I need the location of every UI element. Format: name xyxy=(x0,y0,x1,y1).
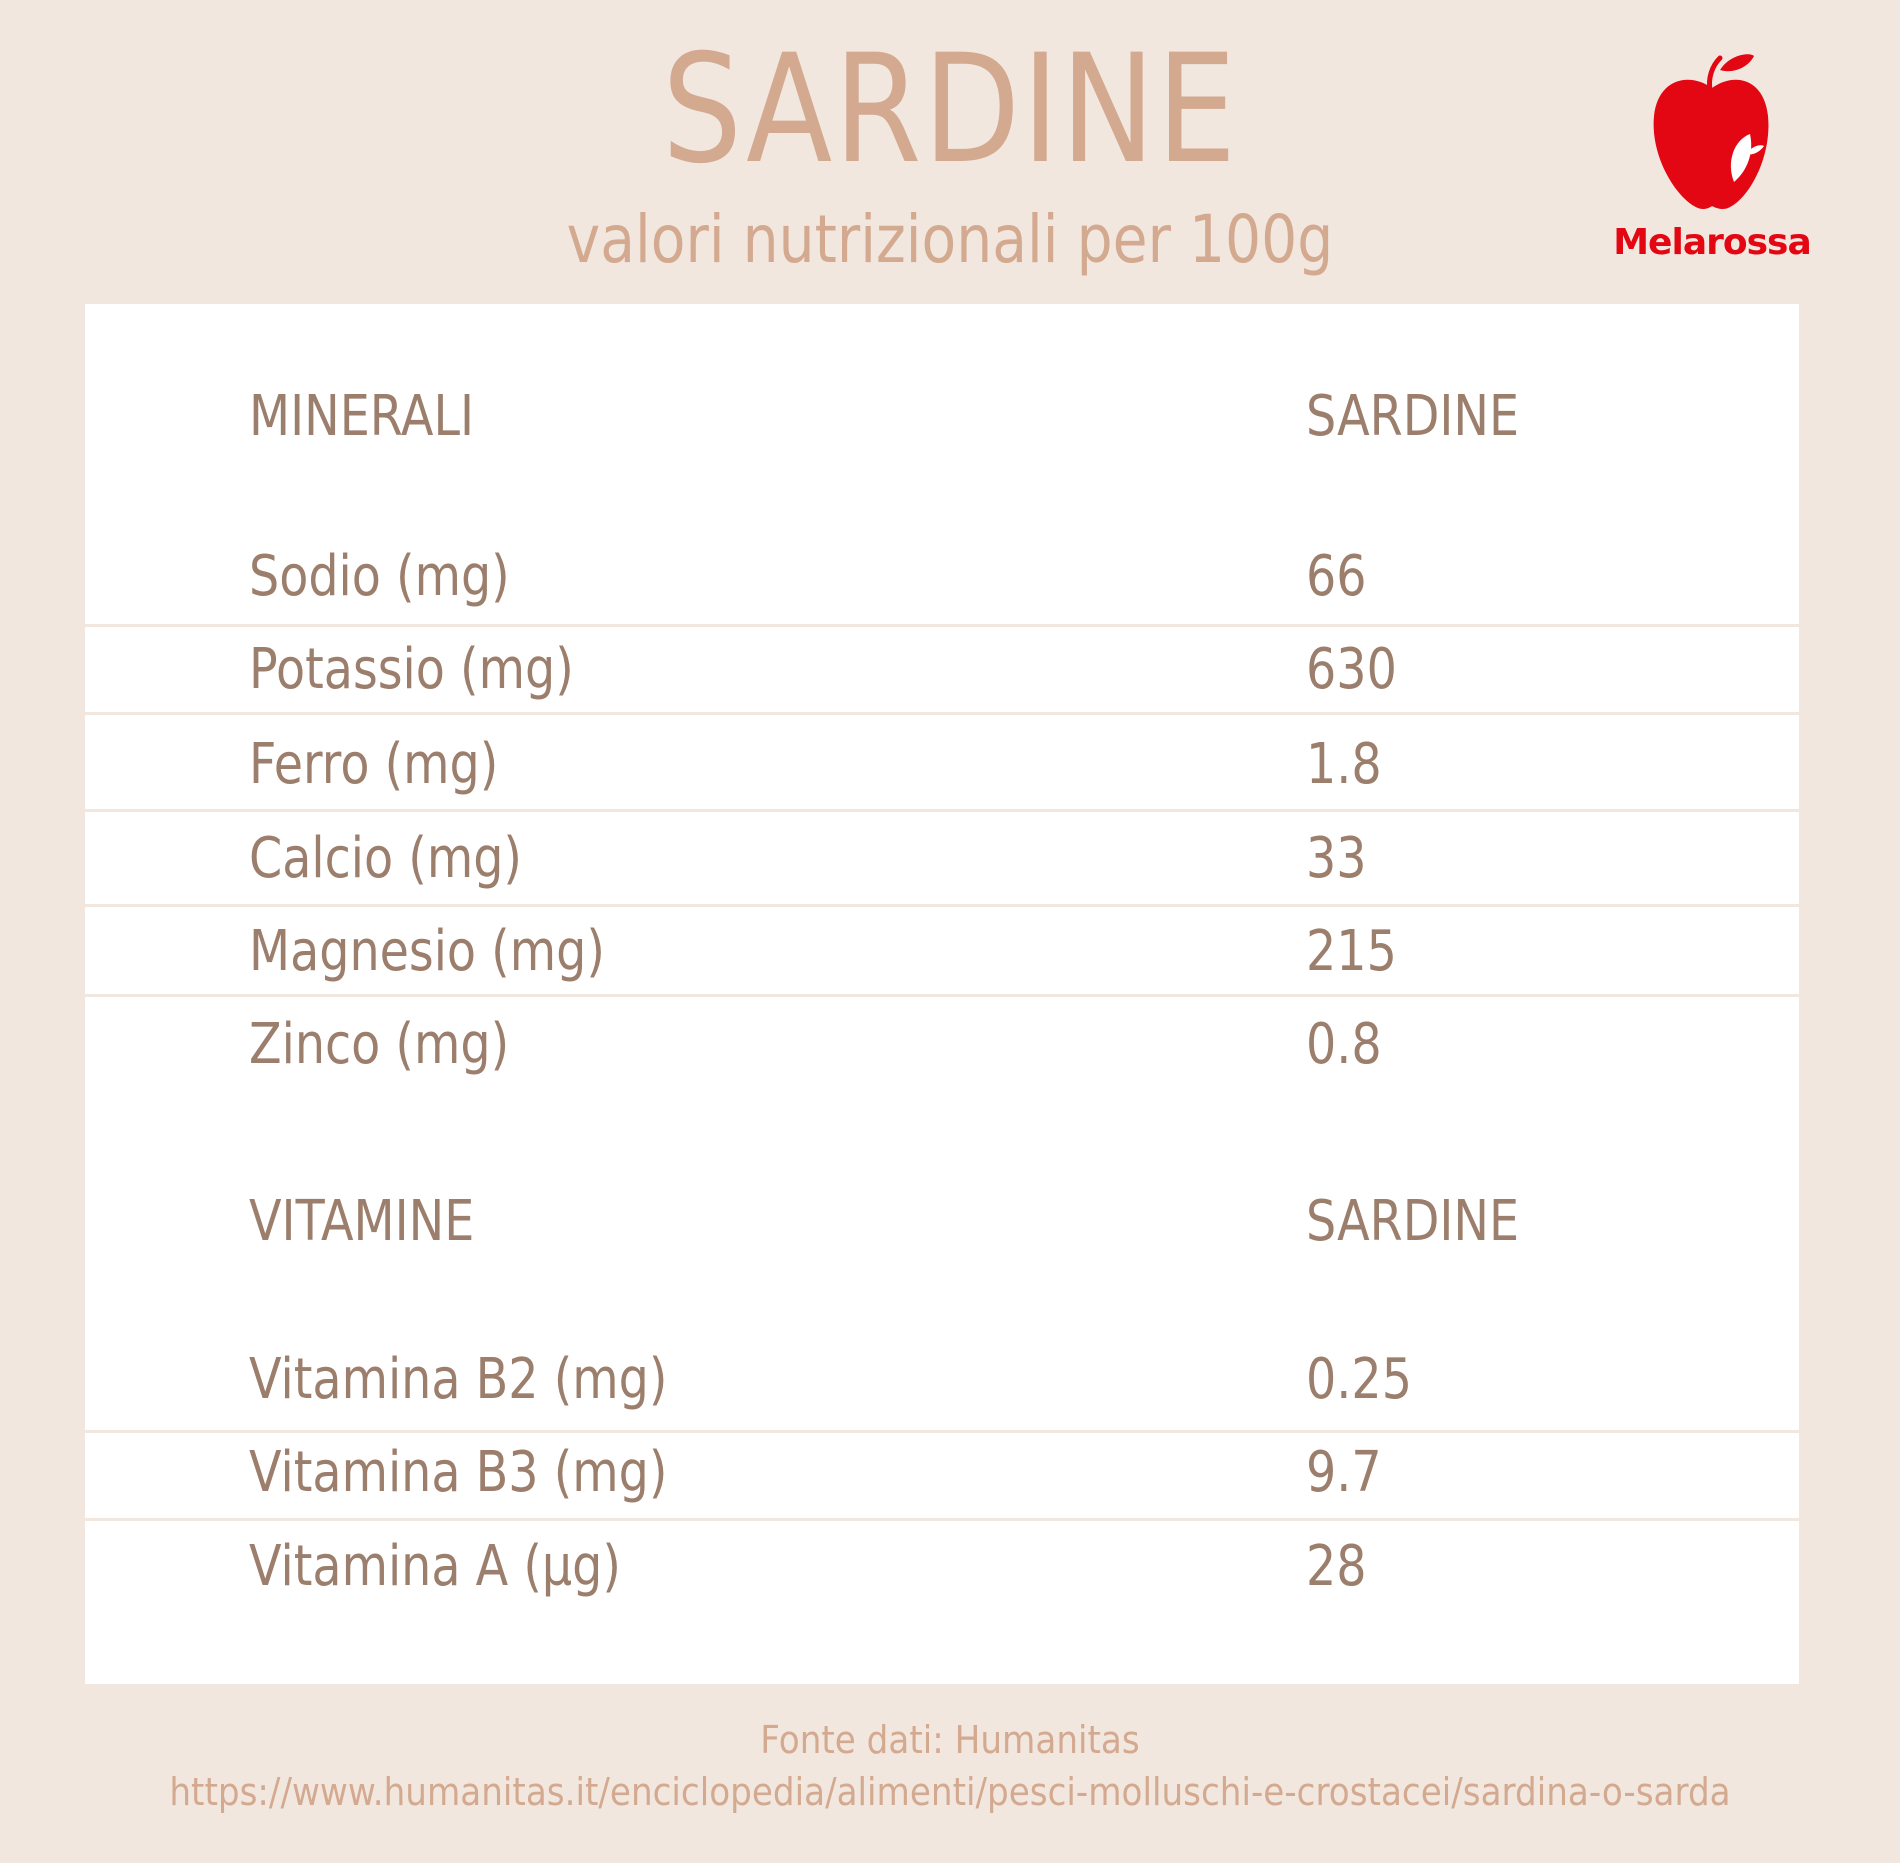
vitamine-header-label: VITAMINE xyxy=(249,1189,475,1254)
melarossa-logo[interactable] xyxy=(1612,50,1812,270)
nutrient-label: Zinco (mg) xyxy=(249,1012,510,1077)
nutrient-label: Sodio (mg) xyxy=(249,544,510,609)
nutrient-value: 630 xyxy=(1306,637,1397,702)
logo-text: Melarossa xyxy=(1613,222,1811,263)
row-divider xyxy=(85,809,1799,812)
row-divider xyxy=(85,904,1799,907)
nutrient-label: Vitamina A (µg) xyxy=(249,1534,621,1599)
nutrient-label: Vitamina B3 (mg) xyxy=(249,1440,668,1505)
minerali-header-value: SARDINE xyxy=(1306,384,1520,449)
nutrient-label: Magnesio (mg) xyxy=(249,919,605,984)
nutrient-value: 9.7 xyxy=(1306,1440,1382,1505)
nutrient-label: Potassio (mg) xyxy=(249,637,574,702)
row-divider xyxy=(85,994,1799,997)
nutrient-label: Ferro (mg) xyxy=(249,732,499,797)
nutrient-value: 0.25 xyxy=(1306,1347,1412,1412)
row-divider xyxy=(85,1430,1799,1433)
minerali-header-label: MINERALI xyxy=(249,384,475,449)
row-divider xyxy=(85,1518,1799,1521)
nutrient-value: 33 xyxy=(1306,826,1367,891)
nutrient-value: 28 xyxy=(1306,1534,1367,1599)
nutrient-value: 66 xyxy=(1306,544,1367,609)
page-subtitle: valori nutrizionali per 100g xyxy=(566,201,1334,278)
page-title: SARDINE xyxy=(662,23,1238,197)
source-credit: Fonte dati: Humanitas xyxy=(760,1718,1140,1762)
nutrient-value: 215 xyxy=(1306,919,1397,984)
apple-icon xyxy=(1650,50,1774,220)
source-url[interactable]: https://www.humanitas.it/enciclopedia/alimenti/pesci-molluschi-e-crostacei/sardina-o-sarda xyxy=(169,1770,1731,1814)
vitamine-header-value: SARDINE xyxy=(1306,1189,1520,1254)
row-divider xyxy=(85,624,1799,627)
nutrient-value: 1.8 xyxy=(1306,732,1382,797)
nutrition-table xyxy=(85,304,1799,1684)
row-divider xyxy=(85,712,1799,715)
nutrient-label: Calcio (mg) xyxy=(249,826,523,891)
nutrient-value: 0.8 xyxy=(1306,1012,1382,1077)
nutrient-label: Vitamina B2 (mg) xyxy=(249,1347,668,1412)
